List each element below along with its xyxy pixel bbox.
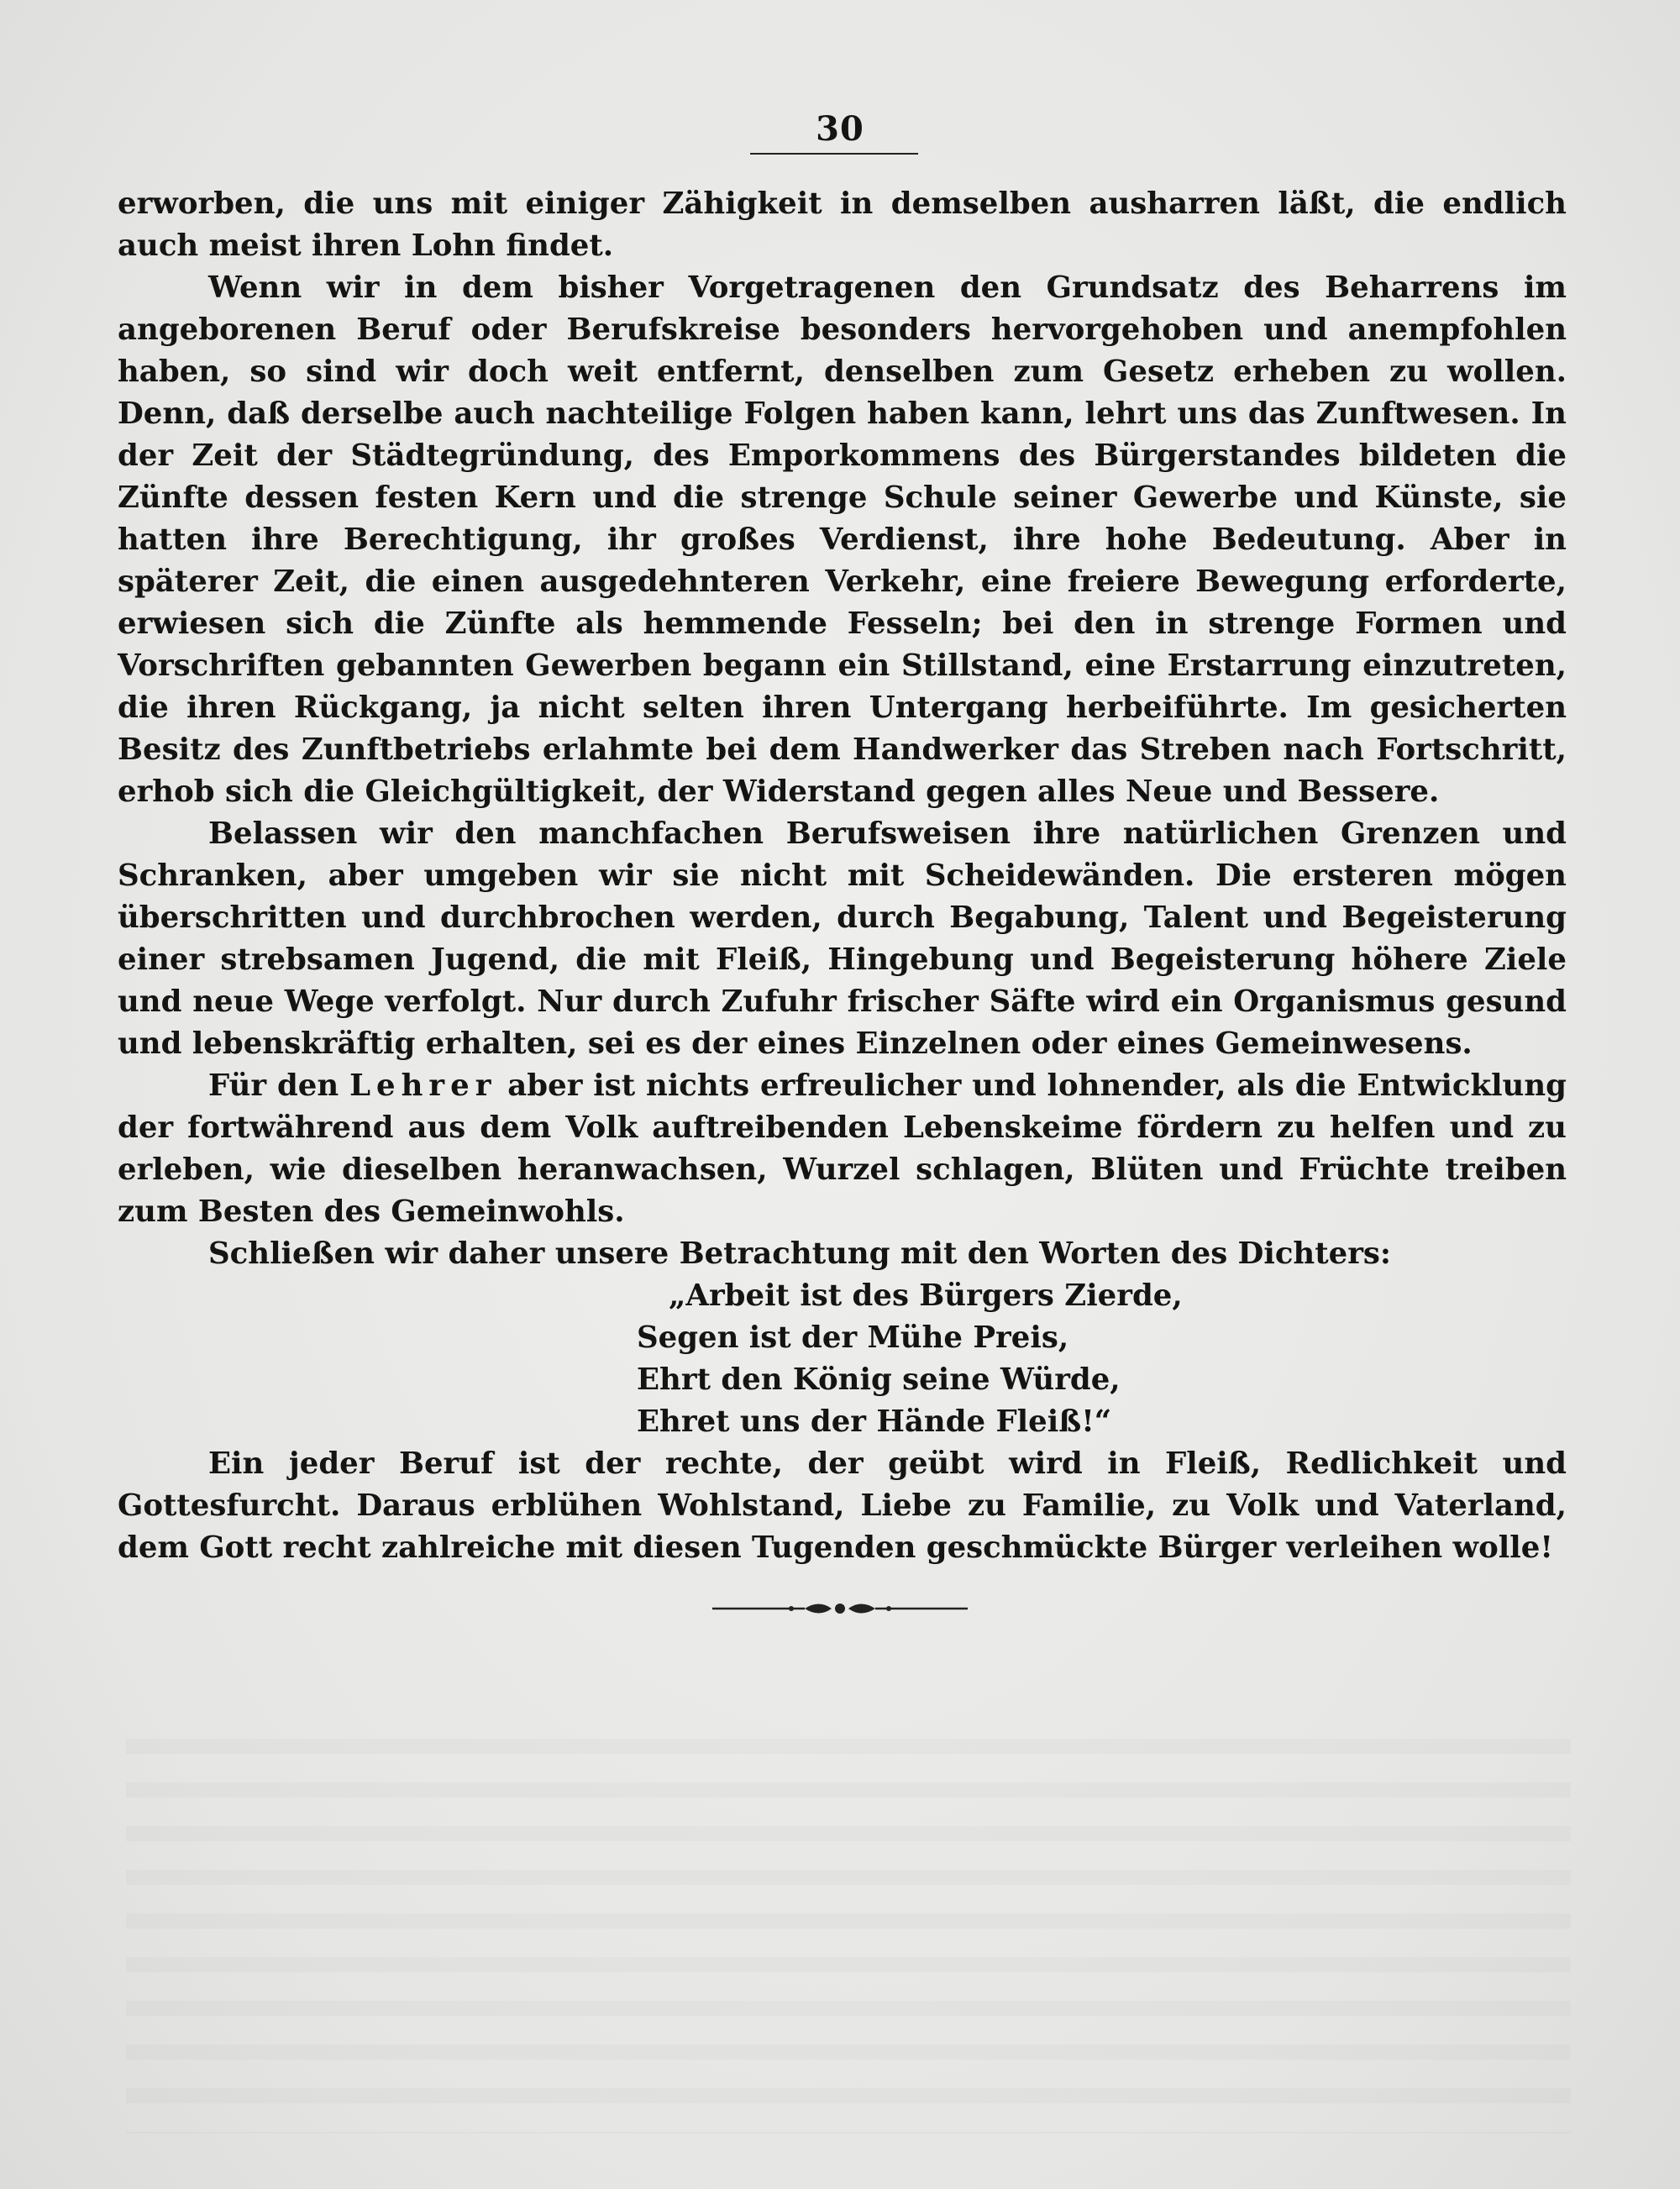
paragraph-zunftwesen: Wenn wir in dem bisher Vorgetragenen den Grundsatz des Beharrens im angeborenen Beruf oder Berufskreise besonders hervorgehoben und anempfohlen haben, so sind wir doch weit entfernt, denselben zum Gesetz erheben zu wollen. Denn, daß derselbe auch nachteilige Folgen haben kann, lehrt uns das Zunftwesen. In der Zeit der Städtegründung, des Emporkommens des Bürgerstandes bildeten die Zünfte dessen festen Kern und die strenge Schule seiner Gewerbe und Künste, sie hatten ihre Berechtigung, ihr großes Verdienst, ihre hohe Bedeutung. Aber in späterer Zeit, die einen ausgedehnteren Verkehr, eine freiere Bewegung erforderte, erwiesen sich die Zünfte als hemmende Fesseln; bei den in strenge Formen und Vorschriften gebannten Gewerben begann ein Stillstand, eine Erstarrung einzutreten, die ihren Rückgang, ja nicht selten ihren Untergang herbeiführte. Im gesicherten Besitz des Zunftbetriebs erlahmte bei dem Handwerker das Streben nach Fortschritt, erhob sich die Gleichgültigkeit, der Widerstand gegen alles Neue und Bessere. [118, 270, 1567, 809]
poem-intro: Schließen wir daher unsere Betrachtung mit den Worten des Dichters: [208, 1236, 1392, 1271]
poem-line: „Arbeit ist des Bürgers Zierde, [669, 1278, 1183, 1313]
lehrer-emphasis: Lehrer [349, 1068, 497, 1103]
poem-line: Ehrt den König seine Würde, [637, 1362, 1121, 1397]
poem-line: Ehret uns der Hände Fleiß!“ [637, 1404, 1112, 1439]
paragraph-berufsweisen: Belassen wir den manchfachen Berufsweisen ihre natürlichen Grenzen und Schranken, aber umgeben wir sie nicht mit Scheidewänden. Die ersteren mögen überschritten und durchbrochen werden, durch Begabung, Talent und Begeisterung einer strebsamen Jugend, die mit Fleiß, Hingebung und Begeisterung höhere Ziele und neue Wege verfolgt. Nur durch Zufuhr frischer Säfte wird ein Organismus gesund und lebenskräftig erhalten, sei es der eines Einzelnen oder eines Gemeinwesens. [118, 816, 1567, 1061]
lehrer-lead-text: Für den [208, 1068, 350, 1103]
page-number-rule [750, 153, 918, 155]
page-number: 30 [816, 109, 864, 149]
decorative-tailpiece-icon [706, 1596, 974, 1621]
show-through-background [126, 1739, 1571, 2134]
poem [637, 1275, 1567, 1443]
paragraph-continuation: erworben, die uns mit einiger Zähigkeit in demselben ausharren läßt, die endlich auch meist ihren Lohn findet. [118, 186, 1567, 263]
body-text [118, 183, 1567, 1569]
closing-paragraph: Ein jeder Beruf ist der rechte, der geübt wird in Fleiß, Redlichkeit und Gottesfurcht. Daraus erblühen Wohlstand, Liebe zu Familie, zu Volk und Vaterland, dem Gott recht zahlreiche mit diesen Tugenden geschmückte Bürger verleihen wolle! [118, 1446, 1567, 1565]
poem-line: Segen ist der Mühe Preis, [637, 1320, 1069, 1355]
lehrer-rest-text: aber ist nichts erfreulicher und lohnender, als die Entwicklung der fortwährend aus dem Volk auftreibenden Lebenskeime fördern zu helfen und zu erleben, wie dieselben heranwachsen, Wurzel schlagen, Blüten und Früchte treiben zum Besten des Gemeinwohls. [118, 1068, 1567, 1229]
paragraph-lehrer [118, 1065, 1567, 1233]
